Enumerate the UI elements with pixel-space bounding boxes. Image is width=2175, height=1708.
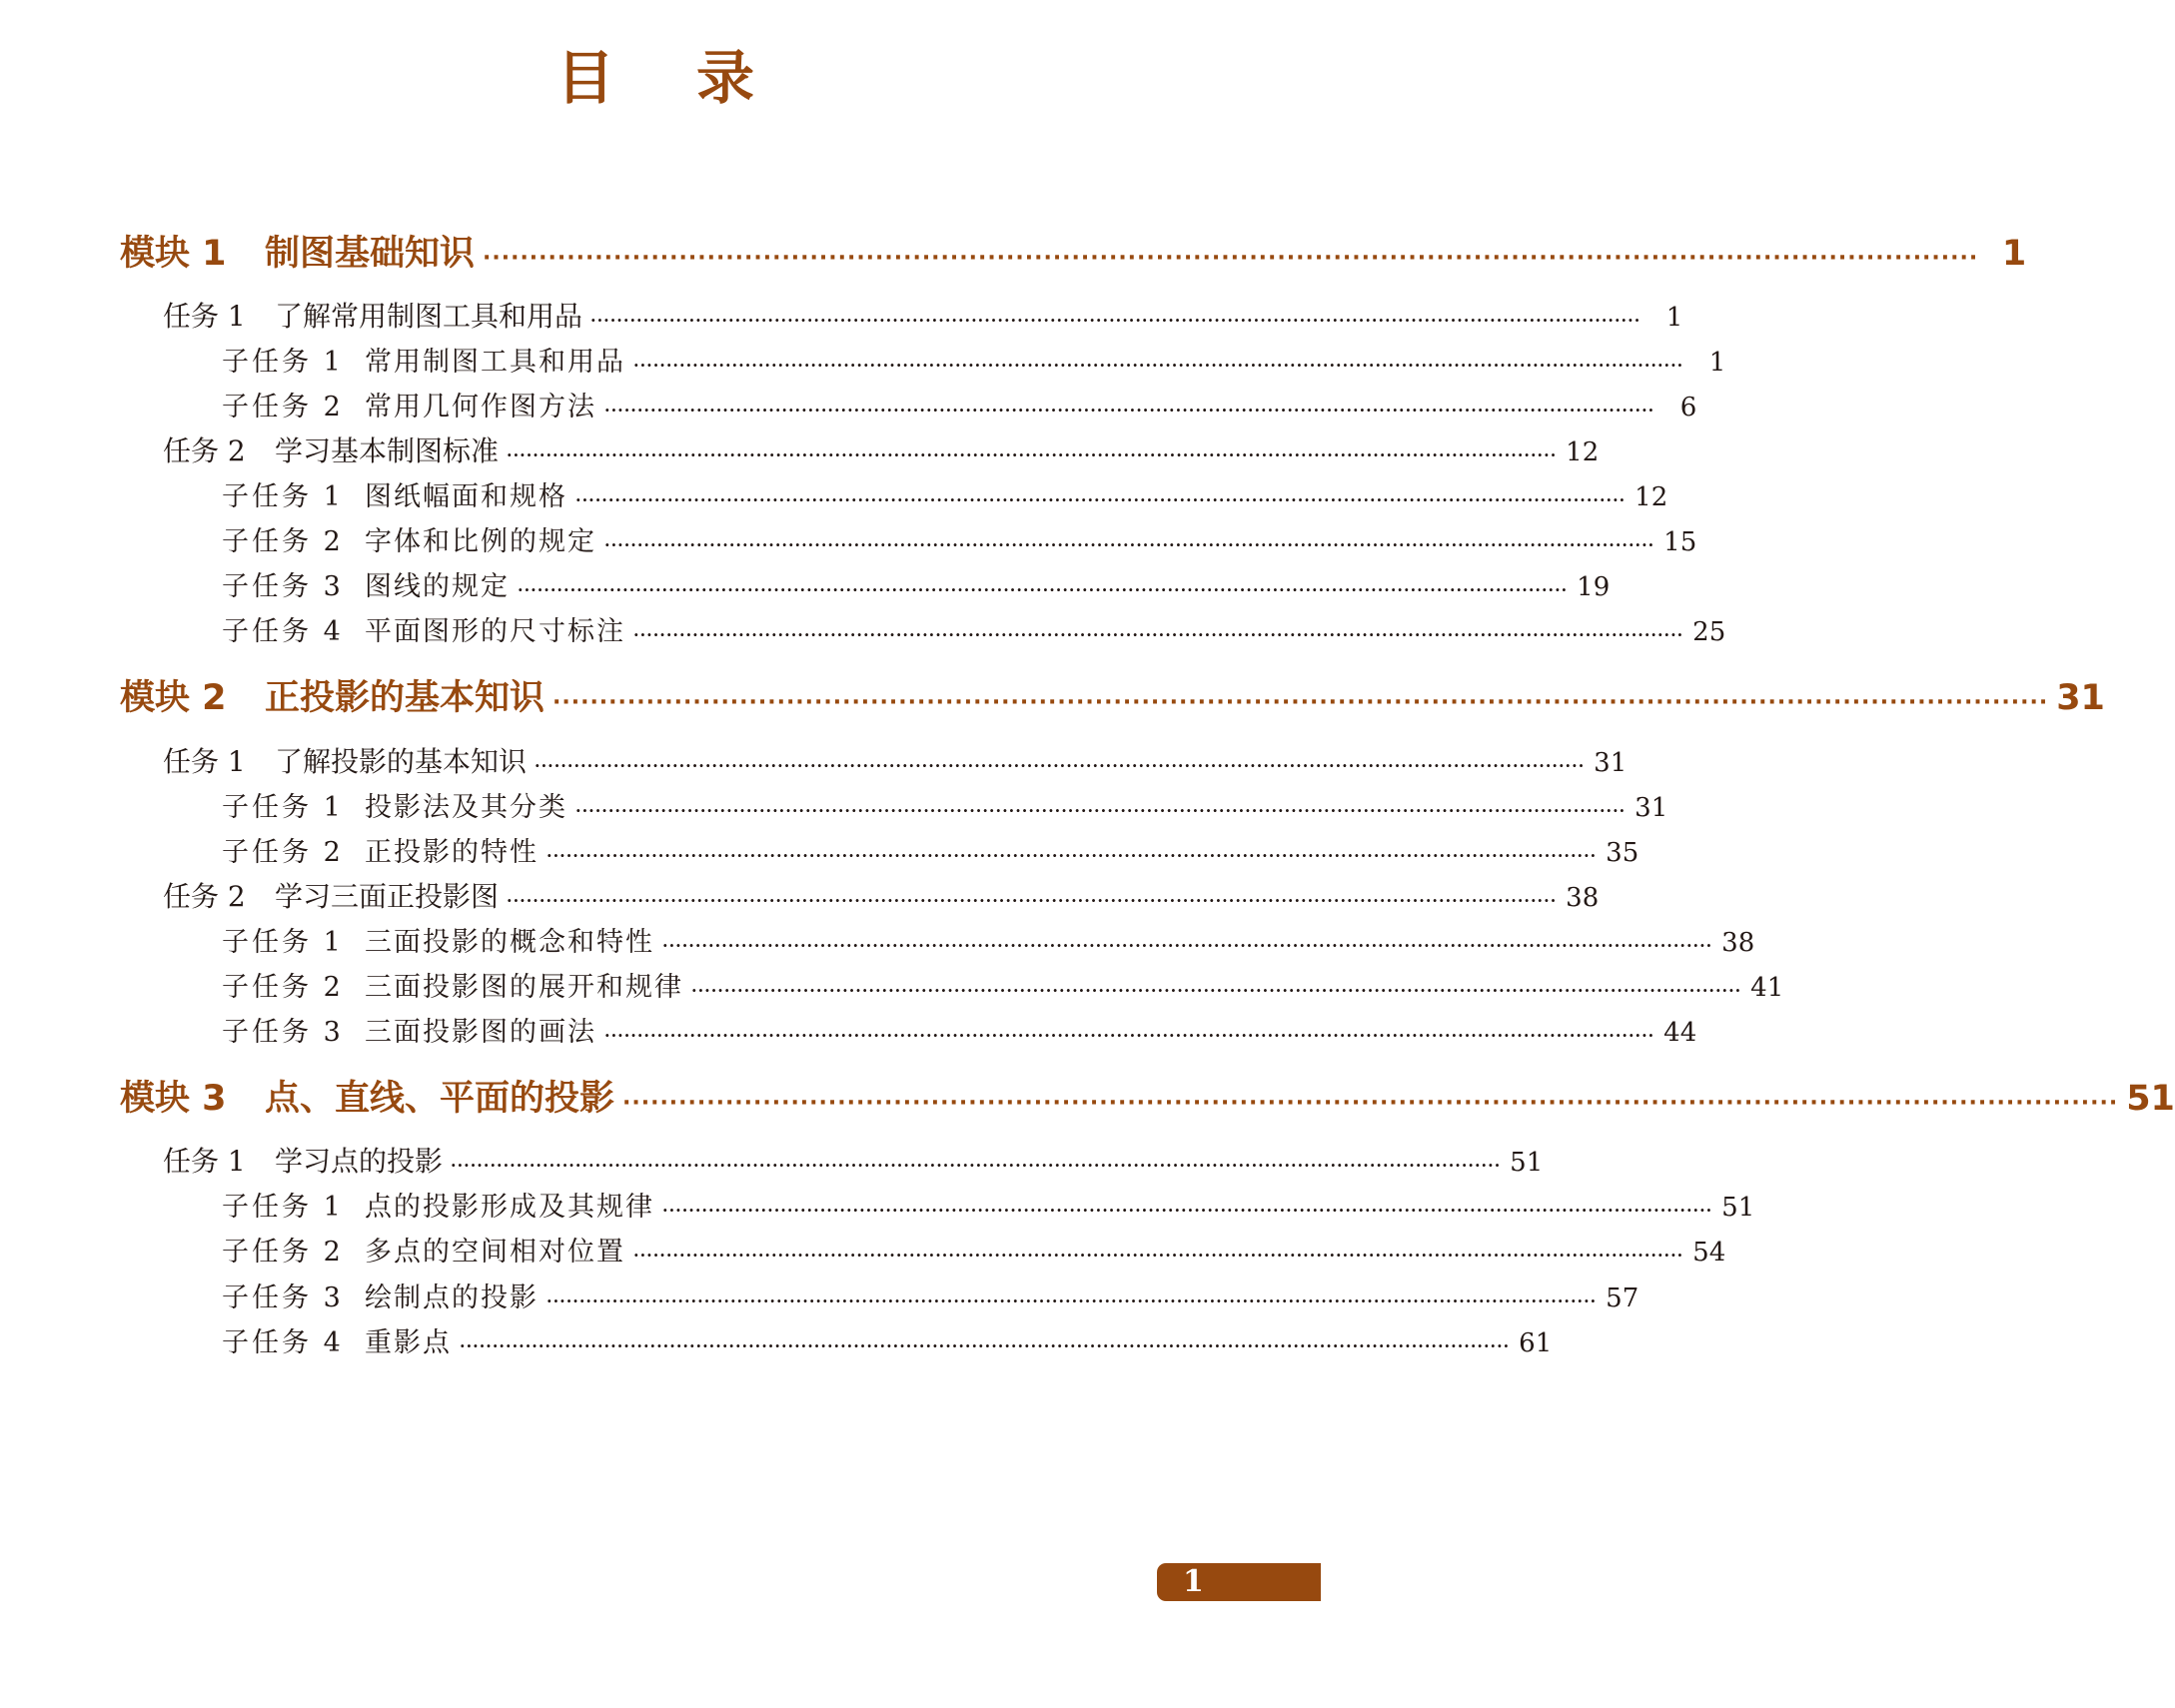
- toc-dot-leader: ································································································································································: [483, 246, 1979, 271]
- toc-entry-number: 模块 1: [120, 234, 227, 274]
- toc-entry-number: 子任务 1: [222, 1192, 344, 1223]
- toc-entry-number: 子任务 2: [222, 526, 344, 557]
- toc-entry-number: 子任务 3: [222, 571, 344, 602]
- toc-entry-title: 投影法及其分类: [365, 792, 567, 823]
- toc-entry-number: 子任务 4: [222, 616, 344, 647]
- toc-entry-page: 54: [1692, 1238, 1726, 1268]
- toc-entry-label: [222, 1010, 596, 1049]
- toc-dot-leader: ································································································································································: [552, 690, 2049, 715]
- toc-entry-label: [120, 670, 544, 720]
- toc-entry-page: 1: [2001, 234, 2027, 274]
- toc-entry-sub[interactable]: [222, 830, 1639, 870]
- toc-entry-number: 子任务 3: [222, 1017, 344, 1048]
- toc-dot-leader: ································································································································································: [507, 891, 1558, 910]
- toc-entry-page: 25: [1692, 617, 1726, 647]
- toc-entry-page: 35: [1606, 838, 1639, 868]
- toc-entry-title: 三面投影的概念和特性: [365, 927, 654, 958]
- toc-dot-leader: ································································································································································: [460, 1336, 1511, 1355]
- toc-entry-number: 模块 2: [120, 678, 227, 718]
- toc-dot-leader: ································································································································································: [546, 1291, 1598, 1310]
- toc-dot-leader: ································································································································································: [604, 535, 1655, 554]
- toc-dot-leader: ································································································································································: [546, 846, 1598, 865]
- toc-entry-task[interactable]: [163, 295, 1683, 335]
- toc-entry-number: 子任务 3: [222, 1282, 344, 1313]
- toc-entry-page: 1: [1665, 303, 1683, 333]
- toc-entry-sub[interactable]: [222, 920, 1755, 960]
- toc-entry-title: 学习基本制图标准: [275, 434, 500, 467]
- toc-entry-number: 子任务 2: [222, 972, 344, 1003]
- toc-entry-title: 绘制点的投影: [365, 1282, 539, 1313]
- toc-entry-task[interactable]: [163, 740, 1628, 780]
- toc-dot-leader: ································································································································································: [518, 580, 1569, 599]
- toc-entry-title: 了解常用制图工具和用品: [275, 300, 583, 333]
- toc-entry-label: [222, 519, 596, 558]
- toc-dot-leader: ································································································································································: [604, 401, 1655, 420]
- toc-dot-leader: ································································································································································: [590, 311, 1641, 330]
- toc-entry-label: [120, 1071, 614, 1121]
- toc-entry-number: 子任务 1: [222, 481, 344, 512]
- toc-entry-page: 44: [1663, 1018, 1697, 1048]
- toc-entry-number: 任务 1: [163, 300, 246, 333]
- toc-entry-label: [120, 226, 475, 276]
- toc-entry-title: 了解投影的基本知识: [275, 745, 528, 778]
- toc-entry-page: 51: [2126, 1079, 2175, 1119]
- toc-entry-title: 三面投影图的画法: [365, 1017, 596, 1048]
- toc-entry-label: [222, 1320, 452, 1359]
- toc-dot-leader: ································································································································································: [622, 1091, 2119, 1116]
- toc-entry-label: [222, 965, 683, 1004]
- toc-entry-number: 子任务 1: [222, 347, 344, 378]
- page-title-right: 录: [696, 44, 765, 112]
- toc-entry-page: 31: [2056, 678, 2105, 718]
- toc-entry-sub[interactable]: [222, 385, 1697, 425]
- toc-entry-sub[interactable]: [222, 1230, 1726, 1270]
- toc-entry-page: 61: [1519, 1328, 1553, 1358]
- page-number: 1: [1183, 1564, 1204, 1599]
- page-title-left: 目: [555, 44, 624, 112]
- toc-entry-sub[interactable]: [222, 1320, 1553, 1360]
- toc-entry-label: [222, 474, 567, 513]
- toc-entry-title: 常用几何作图方法: [365, 392, 596, 423]
- toc-entry-label: [163, 740, 527, 780]
- toc-entry-sub[interactable]: [222, 609, 1726, 649]
- toc-entry-sub[interactable]: [222, 1010, 1697, 1050]
- toc-entry-page: 51: [1510, 1148, 1544, 1178]
- toc-entry-number: 子任务 2: [222, 1237, 344, 1268]
- toc-entry-label: [222, 1230, 625, 1269]
- toc-entry-title: 图纸幅面和规格: [365, 481, 567, 512]
- toc-dot-leader: ································································································································································: [662, 1201, 1713, 1220]
- toc-entry-title: 学习三面正投影图: [275, 880, 500, 913]
- toc-entry-label: [222, 385, 596, 424]
- toc-entry-page: 12: [1634, 482, 1668, 512]
- toc-entry-label: [222, 340, 625, 379]
- toc-entry-page: 15: [1663, 527, 1697, 557]
- toc-dot-leader: ································································································································································: [633, 625, 1684, 644]
- toc-entry-task[interactable]: [163, 429, 1600, 469]
- toc-entry-title: 点、直线、平面的投影: [265, 1079, 615, 1119]
- toc-entry-sub[interactable]: [222, 1185, 1755, 1225]
- toc-entry-number: 子任务 4: [222, 1327, 344, 1358]
- toc-dot-leader: ································································································································································: [507, 445, 1558, 464]
- toc-entry-title: 常用制图工具和用品: [365, 347, 625, 378]
- toc-entry-label: [222, 1185, 654, 1224]
- toc-entry-title: 正投影的基本知识: [265, 678, 545, 718]
- toc-entry-label: [222, 564, 510, 603]
- toc-entry-task[interactable]: [163, 1140, 1544, 1180]
- toc-entry-title: 多点的空间相对位置: [365, 1237, 625, 1268]
- toc-entry-sub[interactable]: [222, 474, 1668, 514]
- toc-entry-label: [222, 830, 539, 869]
- toc-entry-title: 三面投影图的展开和规律: [365, 972, 683, 1003]
- toc-entry-label: [222, 920, 654, 959]
- toc-entry-page: 12: [1566, 437, 1600, 467]
- toc-dot-leader: ································································································································································: [633, 1246, 1684, 1265]
- toc-entry-page: 31: [1634, 793, 1668, 823]
- toc-entry-label: [163, 1140, 443, 1180]
- toc-entry-page: 38: [1721, 928, 1755, 958]
- page-number-tab: [1157, 1563, 1321, 1601]
- toc-entry-task[interactable]: [163, 875, 1600, 915]
- toc-entry-label: [222, 785, 567, 824]
- toc-dot-leader: ································································································································································: [535, 756, 1586, 775]
- toc-entry-module[interactable]: [120, 226, 2027, 274]
- toc-entry-number: 任务 1: [163, 1145, 246, 1178]
- toc-entry-page: 57: [1606, 1283, 1639, 1313]
- toc-entry-title: 正投影的特性: [365, 837, 539, 868]
- toc-entry-title: 图线的规定: [365, 571, 510, 602]
- toc-dot-leader: ································································································································································: [633, 356, 1684, 375]
- toc-entry-title: 点的投影形成及其规律: [365, 1192, 654, 1223]
- toc-entry-sub[interactable]: [222, 785, 1668, 825]
- toc-entry-sub[interactable]: [222, 965, 1784, 1005]
- toc-entry-label: [222, 609, 625, 648]
- toc-entry-label: [163, 875, 499, 915]
- toc-entry-page: 51: [1721, 1193, 1755, 1223]
- toc-entry-title: 学习点的投影: [275, 1145, 444, 1178]
- toc-entry-title: 平面图形的尺寸标注: [365, 616, 625, 647]
- toc-entry-sub[interactable]: [222, 340, 1726, 380]
- toc-entry-number: 子任务 1: [222, 927, 344, 958]
- toc-entry-number: 子任务 1: [222, 792, 344, 823]
- toc-entry-label: [222, 1276, 539, 1314]
- toc-entry-label: [163, 429, 499, 469]
- toc-dot-leader: ································································································································································: [691, 981, 1742, 1000]
- toc-dot-leader: ································································································································································: [575, 801, 1627, 820]
- toc-entry-title: 制图基础知识: [265, 234, 476, 274]
- toc-entry-number: 任务 1: [163, 745, 246, 778]
- toc-entry-sub[interactable]: [222, 1276, 1639, 1315]
- toc-entry-number: 任务 2: [163, 880, 246, 913]
- toc-entry-page: 31: [1594, 748, 1628, 778]
- toc-entry-number: 子任务 2: [222, 392, 344, 423]
- toc-dot-leader: ································································································································································: [604, 1026, 1655, 1045]
- toc-dot-leader: ································································································································································: [575, 490, 1627, 509]
- toc-entry-number: 子任务 2: [222, 837, 344, 868]
- toc-entry-page: 1: [1708, 348, 1726, 378]
- toc-entry-module[interactable]: [120, 1071, 2175, 1119]
- toc-entry-sub[interactable]: [222, 564, 1611, 604]
- toc-entry-page: 19: [1577, 572, 1611, 602]
- toc-entry-label: [163, 295, 582, 335]
- toc-dot-leader: ································································································································································: [451, 1156, 1502, 1175]
- toc-entry-title: 重影点: [365, 1327, 452, 1358]
- toc-dot-leader: ································································································································································: [662, 936, 1713, 955]
- toc-entry-title: 字体和比例的规定: [365, 526, 596, 557]
- toc-entry-page: 38: [1566, 883, 1600, 913]
- toc-entry-number: 模块 3: [120, 1079, 227, 1119]
- toc-entry-module[interactable]: [120, 670, 2105, 718]
- toc-entry-sub[interactable]: [222, 519, 1697, 559]
- toc-entry-page: 41: [1750, 973, 1784, 1003]
- toc-entry-number: 任务 2: [163, 434, 246, 467]
- toc-entry-page: 6: [1679, 393, 1697, 423]
